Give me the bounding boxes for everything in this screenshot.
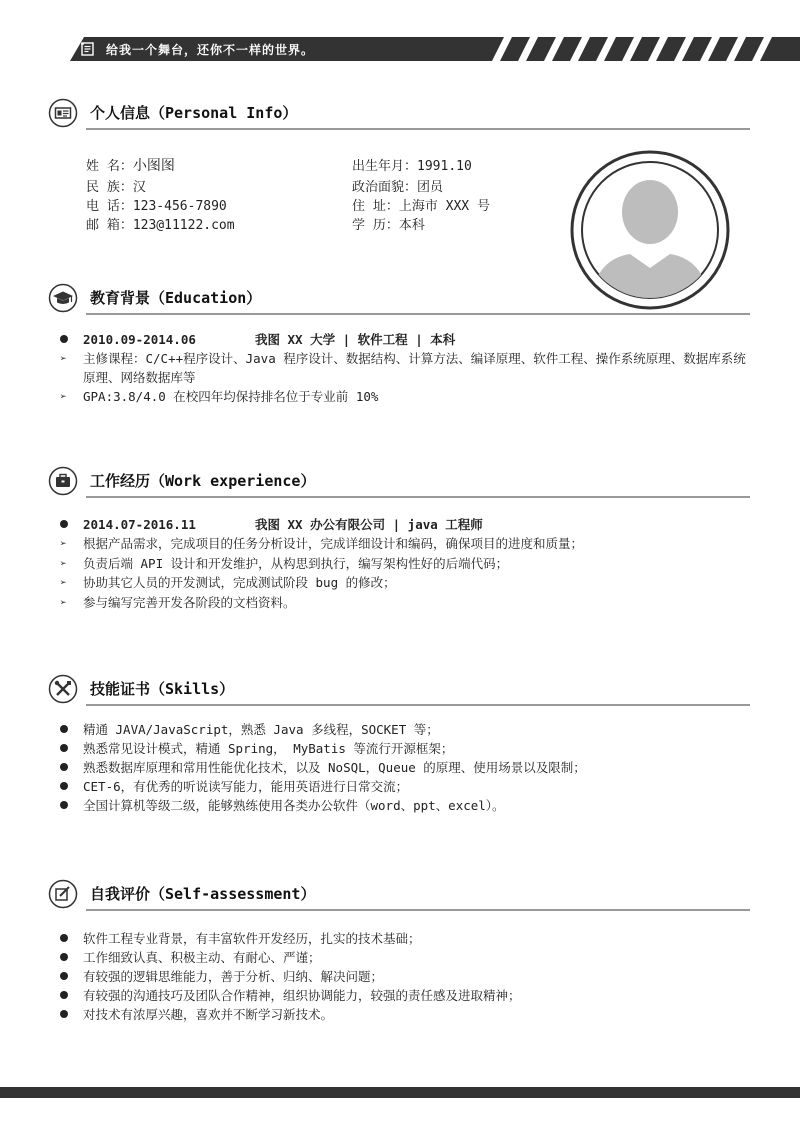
info-phone: 电 话：123-456-7890 [86,199,227,214]
resume-icon [80,41,96,57]
info-name: 姓 名：小图图 [86,158,175,174]
info-address: 住 址：上海市 XXX 号 [352,199,490,214]
footer-bar [0,1087,800,1098]
arrow-bullet-icon: ➢ [60,557,67,570]
info-birth: 出生年月：1991.10 [352,159,472,174]
education-header [48,283,750,313]
decorative-stripes [486,37,800,61]
self-assessment-header [48,879,750,909]
arrow-bullet-icon: ➢ [60,576,67,589]
edit-icon [48,879,78,909]
arrow-bullet-icon: ➢ [60,537,67,550]
info-email: 邮 箱：123@11122.com [86,218,235,233]
section-title: 工作经历（Work experience） [90,472,316,490]
bullet-dot [60,515,76,534]
section-divider [86,128,750,130]
arrow-bullet-icon: ➢ [60,596,67,609]
personal-info-header [48,98,750,128]
section-title: 个人信息（Personal Info） [90,104,298,122]
section-divider [86,704,750,706]
graduation-cap-icon [48,283,78,313]
section-title: 技能证书（Skills） [90,680,235,698]
bullet-dot [60,720,76,739]
work-header [48,466,750,496]
tools-icon [48,674,78,704]
bullet-dot [60,1005,76,1024]
info-degree: 学 历：本科 [352,218,425,233]
section-title: 教育背景（Education） [90,289,262,307]
info-politics: 政治面貌：团员 [352,180,444,195]
top-banner [0,37,800,61]
bullet-dot [60,986,76,1005]
section-title: 自我评价（Self-assessment） [90,885,316,903]
arrow-bullet-icon: ➢ [60,352,67,365]
info-ethnicity: 民 族：汉 [86,180,146,195]
id-card-icon [48,98,78,128]
skills-header [48,674,750,704]
banner-slogan: 给我一个舞台，还你不一样的世界。 [106,43,315,57]
bullet-dot [60,777,76,796]
briefcase-icon [48,466,78,496]
bullet-dot [60,739,76,758]
bullet-dot [60,758,76,777]
section-divider [86,496,750,498]
bullet-dot [60,948,76,967]
bullet-dot [60,330,76,349]
bullet-dot [60,929,76,948]
section-divider [86,313,750,315]
bullet-dot [60,796,76,815]
arrow-bullet-icon: ➢ [60,390,67,403]
bullet-dot [60,967,76,986]
section-divider [86,909,750,911]
